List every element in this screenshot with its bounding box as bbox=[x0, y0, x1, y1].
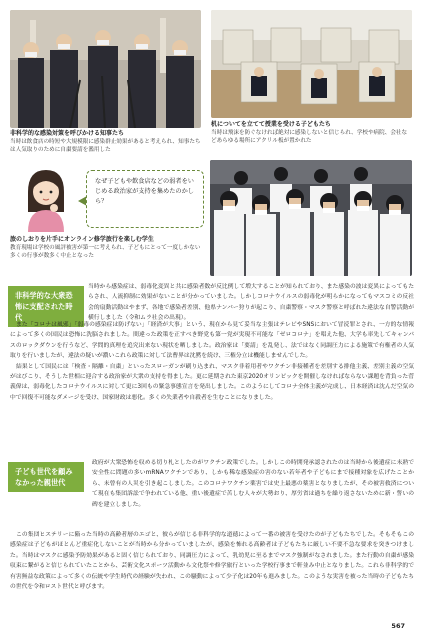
caption-title: 旅のしおりを片手にオンライン修学旅行を楽しむ学生 bbox=[10, 236, 154, 243]
bubble-text: なぜ子どもや飲食店などの弱者をいじめる政治家が支持を集めたのかしら？ bbox=[95, 178, 194, 205]
classroom-partition-photo bbox=[211, 10, 412, 118]
section-parent-generation-body bbox=[92, 458, 414, 510]
press-conference-caption bbox=[10, 130, 201, 154]
paragraph: 結果として国民には「検査・隔離・自粛」といったスローガンが刷り込まれ、マスク非着用者やワクチン非接種者を差別する排他主義、差別主義の空気がはびこり、そうした世相に迎合する政治家が大衆の支持を得ました。更に延期された東京2020オリンピックを開催しなければならない課題を背負った菅義偉は、弱毒化したコロナウイルスに対して更に3回もの緊急事態宣言を発出しました。このようにしてコロナ全体主義が完成し、日本経済は沈んだ空気の中で回復不可能なダメージを受け、国家財政は悪化。多くの失業者や自殺者を生むことになりました。 bbox=[10, 363, 414, 401]
section-mass-fear-body bbox=[88, 282, 414, 324]
caption-title: 机についてを立てて授業を受ける子どもたち bbox=[211, 121, 331, 128]
paragraph: また「コロナは風邪」「弱毒の感染症は防げない」「経済が大事」という、現在から見て妥当な主張はテレビやSNSにおいて冒涜罪とされ、一方的な情報によって多くの国民は恐怖に洗脳されました。間違った政策を正すべき野党も第一党が実現不可能な「ゼロコロナ」を唱えた他、大学も率先してキャンパスのロックダウンを行うなど、学問的真理を追究出来ない現状を晒しました。政治家は「要請」を乱発し、法ではなく同調圧力による施策で有権者の人気取りを行いましたが、違法の疑いが濃いこれら政策に対して法曹界は沈黙を続け、三権分立は機能しませんでした。 bbox=[10, 322, 414, 360]
page-number: 567 bbox=[391, 622, 405, 630]
girl-illustration bbox=[14, 164, 78, 232]
section-parent-generation-body-cont bbox=[10, 530, 414, 592]
section-tag-parent-generation bbox=[8, 462, 84, 492]
press-conference-photo bbox=[10, 10, 201, 128]
section-mass-fear-body-cont bbox=[10, 320, 414, 403]
online-trip-caption bbox=[10, 236, 204, 260]
paragraph: 政府が大衆恐怖を収める切り札としたのがワクチン政策でした。しかしこの時開発承認されたのは当時から後遺症に未熟で安全性に問題の多いmRNAワクチンであり、しかも稀な感染症の害のない若年者や子どもにまで接種対象を広げたことから、未曾有の人災を引き起こしました。このコロナワクチン薬害では史上最悪の薬害となりましたが、その被害救済について現在も集団訴訟で争われている他、重い後遺症で苦しむ人々が大勢おり、厚労省は過ちを繰り返さないために新・誓いの碑を建立しました。 bbox=[92, 460, 414, 508]
caption-body: 教育現場は学校の風評被害が第一に考えられ、子どもにとって一度しかない多くの行事が数多く中止となった bbox=[10, 245, 201, 259]
masked-students-photo bbox=[210, 160, 412, 276]
paragraph: この集団ヒステリーに陥った当時の高齢者層のエゴと、彼らが信じる非科学的な道徳によって一番の被害を受けたのが子どもたちでした。そもそもこの感染症は子どもがほとんど重症化しないことが当時から分かっていましたが、感染を怖れる高齢者は子どもたちに厳しい不要不急な要求を突きつけました。当時はマスクに感染予防効果があると固く信じられており、同調圧力によって、乳幼児に至るまでマスク強制がなされました。また行動の自粛が感染収束に繋がると信じられていたことから、芸術文化スポーツ活動から文化祭や修学旅行といった学校行事まで軒並み中止となりました。これら非科学的で有害無益な政策によって多くの伝統や学生時代の経験が失われ、この騒動によって少子化は20年も進みました。このような実害を被った当時の子どもたちの世代を令和ロスト世代と呼びます。 bbox=[10, 532, 414, 591]
section-tag-label: 非科学的な大衆恐怖に支配された時代 bbox=[15, 291, 73, 322]
speech-bubble bbox=[86, 170, 204, 228]
classroom-caption bbox=[211, 121, 412, 145]
section-tag-label: 子ども世代を顧みなかった親世代 bbox=[15, 467, 73, 487]
caption-body: 当時は飲食店の時短や大規模限に感染群止効果があると考えられ、知事たちは人気取りのために自粛要請を濫用した bbox=[10, 139, 201, 153]
caption-title: 非科学的な感染対策を呼びかける知事たち bbox=[10, 130, 125, 137]
paragraph: 当時から感染症は、弱毒化変異と共に感染者数が反比例して増大することが知られており、また感染の波は変異によってもたらされ、人流抑制に効果がないことが分かっていました。しかしコロナウイルスの弱毒化が明らかになってもマスコミの反社会的扇動活動はやまず、各地で感染者差別、他県ナンバー狩りが起こり、自粛警察・マスク警察と呼ばれた違法な自警活動が横行しました（令和ムラ社会の出現）。 bbox=[88, 284, 414, 322]
caption-body: 当時は飛沫を防ぐなければ絶対に感染しないと信じられ、学校や病院、会社などあらゆる場所にアクリル板が置かれた bbox=[211, 130, 408, 144]
